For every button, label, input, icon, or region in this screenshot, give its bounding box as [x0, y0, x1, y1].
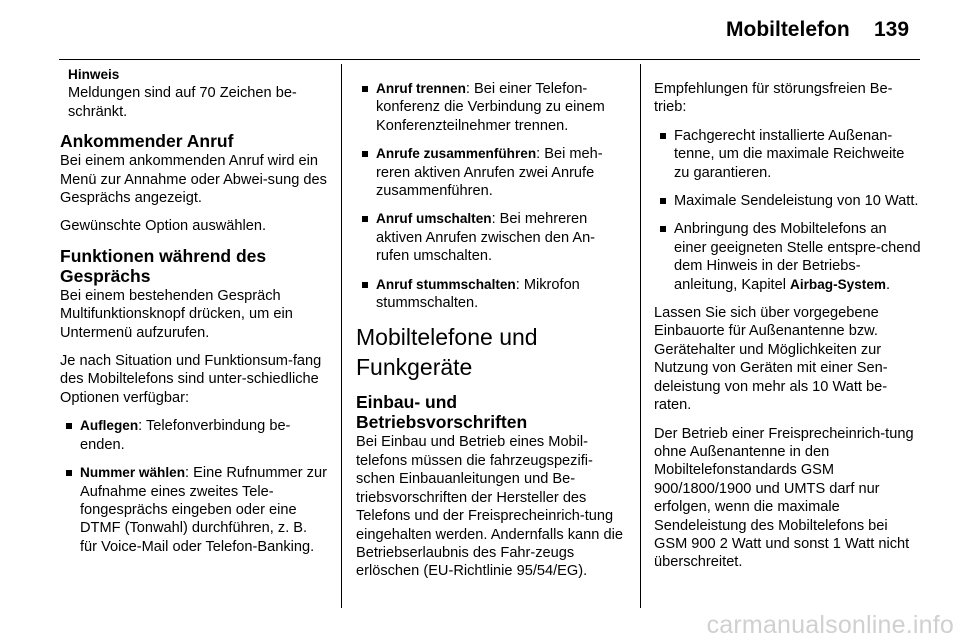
- list-item: [654, 127, 922, 182]
- installation-text: Bei Einbau und Betrieb eines Mobil-telefons müssen die fahrzeugspezifi-schen Einbauanleitungen und Be-triebsvorschriften der Hersteller des Telefons und der Freisprecheinrich-tung eingehalten werden. Andernfalls kann die Betriebserlaubnis des Fahr-zeugs erlöschen (EU-Richtlinie 95/54/EG).: [356, 434, 623, 580]
- list-item-term: Anrufe zusammenführen: [376, 146, 537, 162]
- header-divider: [59, 59, 920, 60]
- note-box: [60, 66, 328, 121]
- list-item-text: : Bei mehreren aktiven Anrufen zwischen den An-rufen umschalten.: [376, 211, 596, 265]
- select-option-text: Gewünschte Option auswählen.: [60, 218, 267, 235]
- list-item-text: : Bei meh-reren aktiven Anrufen zwei Anrufe zusammenführen.: [376, 146, 603, 200]
- list-item: [654, 220, 922, 294]
- column-left: [60, 66, 328, 566]
- list-item-text: : Eine Rufnummer zur Aufnahme eines zweites Tele-fongesprächs eingeben oder eine DTMF (Tonwahl) durchführen, z. B. für Voice-Mail oder Telefon-Banking.: [80, 465, 327, 555]
- list-item-text: Anbringung des Mobiltelefons an einer geeigneten Stelle entspre-chend dem Hinweis in der Betriebs-anleitung, Kapitel: [674, 221, 921, 293]
- list-item-term: Auflegen: [80, 418, 139, 434]
- recommendations-intro: Empfehlungen für störungsfreien Be-trieb:: [654, 81, 893, 116]
- page-number: 139: [874, 18, 910, 41]
- list-item: [60, 464, 328, 556]
- section-heading: Mobiltelefone und Funkgeräte: [356, 324, 538, 381]
- list-item-term: Anruf trennen: [376, 81, 466, 96]
- note-text: Meldungen sind auf 70 Zeichen be-schränkt.: [68, 85, 297, 120]
- list-item-text: Maximale Sendeleistung von 10 Watt.: [674, 193, 919, 210]
- page-title: Mobiltelefon: [726, 18, 850, 41]
- heading-installation-rules: Einbau- und Betriebsvorschriften: [356, 392, 528, 433]
- list-item: [654, 192, 922, 210]
- heading-functions-during-call: Funktionen während des Gesprächs: [60, 245, 267, 286]
- list-item-term: Anruf stummschalten: [376, 276, 516, 292]
- heading-incoming-call: Ankommender Anruf: [60, 131, 234, 152]
- cross-reference-link[interactable]: Airbag-System: [790, 276, 886, 292]
- column-right: [654, 80, 922, 582]
- column-divider-right: [640, 64, 641, 608]
- column-divider-left: [341, 64, 342, 608]
- column-middle: [356, 80, 624, 591]
- list-item-term: Nummer wählen: [80, 465, 185, 481]
- list-item-term: Anruf umschalten: [376, 211, 492, 227]
- functions-text: Bei einem bestehenden Gespräch Multifunktionsknopf drücken, um ein Untermenü aufzurufen.: [60, 287, 293, 341]
- incoming-call-text: Bei einem ankommenden Anruf wird ein Menü zur Annahme oder Abwei-sung des Gesprächs angezeigt.: [60, 153, 327, 207]
- list-item: [356, 80, 624, 135]
- list-item: [356, 210, 624, 265]
- watermark: carmanualsonline.info: [706, 611, 954, 639]
- list-item-text-end: .: [885, 276, 891, 293]
- list-item-text: : Bei einer Telefon-konferenz die Verbindung zu einem Konferenzteilnehmer trennen.: [376, 81, 605, 134]
- list-item: [356, 145, 624, 200]
- list-item-text: Fachgerecht installierte Außenan-tenne, um die maximale Reichweite zu garantieren.: [674, 127, 905, 181]
- list-item: [60, 417, 328, 454]
- list-item-text: : Mikrofon stummschalten.: [376, 276, 580, 312]
- situation-text: Je nach Situation und Funktionsum-fang des Mobiltelefons sind unter-schiedliche Optionen verfügbar:: [60, 353, 322, 406]
- note-title: Hinweis: [68, 67, 120, 82]
- paragraph-handsfree: Der Betrieb einer Freisprecheinrich-tung ohne Außenantenne in den Mobiltelefonstandards GSM 900/1800/1900 und UMTS darf nur erfolgen, wenn die maximale Sendeleistung des Mobiltelefons bei GSM 900 2 Watt und sonst 1 Watt nicht überschreitet.: [654, 425, 914, 571]
- list-item: [356, 276, 624, 313]
- paragraph-advice: Lassen Sie sich über vorgegebene Einbauorte für Außenantenne bzw. Gerätehalter und Möglichkeiten zur Nutzung von Geräten mit einer Sen-deleistung von mehr als 10 Watt be-raten.: [654, 305, 888, 414]
- list-item-text: : Telefonverbindung be-enden.: [80, 418, 291, 453]
